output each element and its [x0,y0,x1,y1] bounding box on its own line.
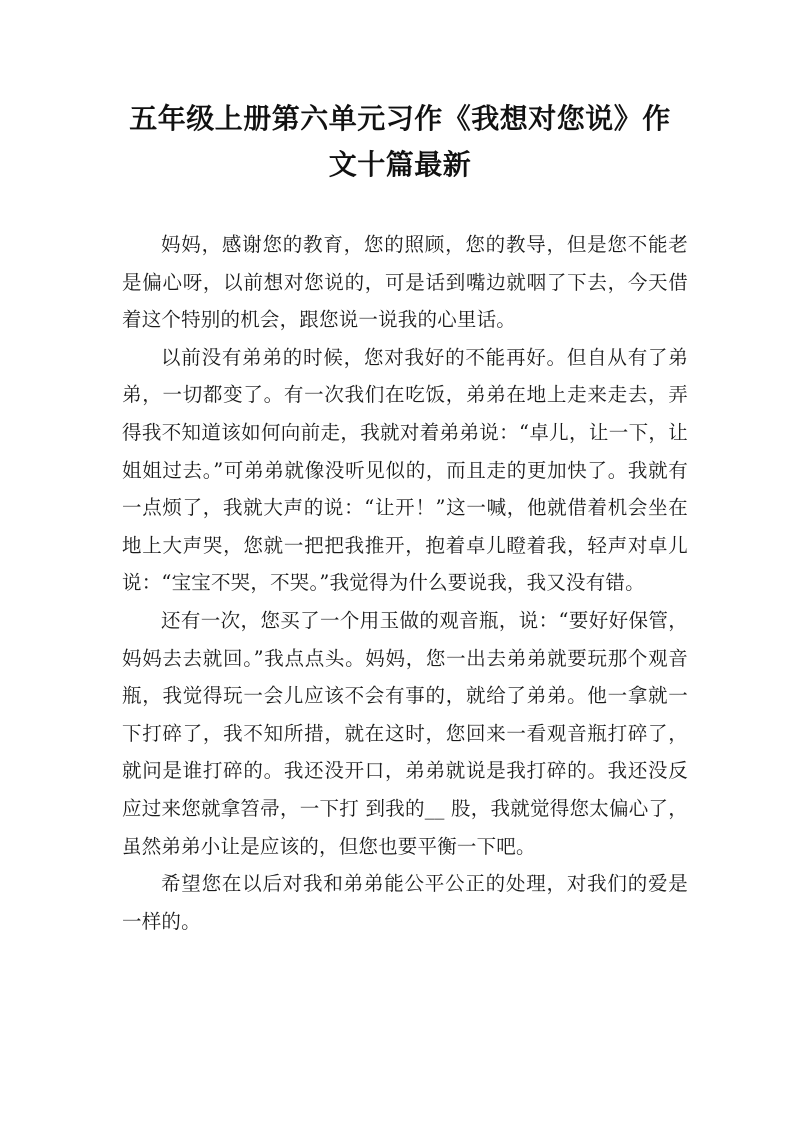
paragraph-2: 以前没有弟弟的时候，您对我好的不能再好。但自从有了弟弟，一切都变了。有一次我们在吃饭，弟弟在地上走来走去，弄得我不知道该如何向前走，我就对着弟弟说：“卓儿，让一下，让姐姐过去。”可弟弟就像没听见似的，而且走的更加快了。我就有一点烦了，我就大声的说：“让开！”这一喊，他就借着机会坐在地上大声哭，您就一把把我推开，抱着卓儿瞪着我，轻声对卓儿说：“宝宝不哭，不哭。”我觉得为什么要说我，我又没有错。 [122,345,688,595]
paragraph-3: 还有一次，您买了一个用玉做的观音瓶，说：“要好好保管，妈妈去去就回。”我点点头。妈妈，您一出去弟弟就要玩那个观音瓶，我觉得玩一会儿应该不会有事的，就给了弟弟。他一拿就一下打碎了，我不知所措，就在这时，您回来一看观音瓶打碎了，就问是谁打碎的。我还没开口，弟弟就说是我打碎的。我还没反应过来您就拿笤帚，一下打 到我的__ 股，我就觉得您太偏心了，虽然弟弟小让是应该的，但您也要平衡一下吧。 [122,608,688,858]
title-line-2: 文十篇最新 [328,148,472,181]
title-line-1: 五年级上册第六单元习作《我想对您说》作 [129,102,671,135]
document-body [122,226,688,940]
paragraph-1: 妈妈，感谢您的教育，您的照顾，您的教导，但是您不能老是偏心呀，以前想对您说的，可是话到嘴边就咽了下去，今天借着这个特别的机会，跟您说一说我的心里话。 [122,233,688,332]
document-title [110,96,690,188]
paragraph-4: 希望您在以后对我和弟弟能公平公正的处理，对我们的爱是一样的。 [122,872,688,933]
